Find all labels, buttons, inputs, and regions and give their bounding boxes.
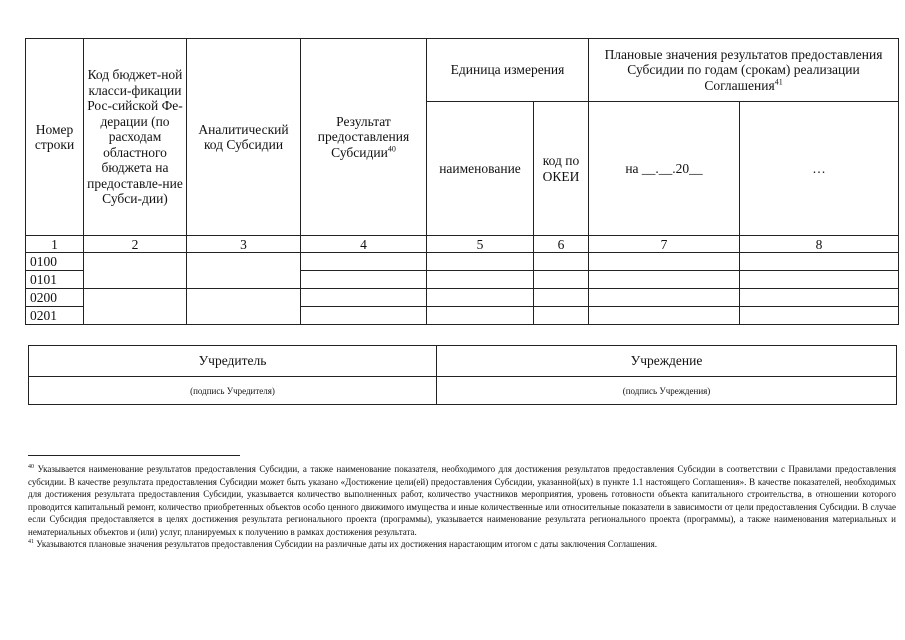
footnote-mark-41: 41 <box>28 539 34 545</box>
date-value-cell[interactable] <box>589 253 740 271</box>
unit-okei-cell[interactable] <box>534 253 589 271</box>
footnote-40 <box>28 463 896 538</box>
row-code: 0101 <box>26 271 84 289</box>
column-number: 1 <box>26 236 84 253</box>
founder-signature-field[interactable]: (подпись Учредителя) <box>29 377 437 405</box>
column-number: 3 <box>187 236 301 253</box>
header-analytic-code: Аналитический код Субсидии <box>187 39 301 236</box>
unit-okei-cell[interactable] <box>534 271 589 289</box>
unit-okei-cell[interactable] <box>534 289 589 307</box>
ellipsis-value-cell[interactable] <box>740 307 899 325</box>
row-code: 0200 <box>26 289 84 307</box>
header-budget-code: Код бюджет-ной класси-фикации Рос-сийской Фе-дерации (по расходам областного бюджета на предоставле-ние Субси-дии) <box>84 39 187 236</box>
result-cell[interactable] <box>301 253 427 271</box>
ellipsis-value-cell[interactable] <box>740 289 899 307</box>
header-ellipsis-column: … <box>740 102 899 236</box>
unit-name-cell[interactable] <box>427 271 534 289</box>
header-unit: Единица измерения <box>427 39 589 102</box>
footnote-40-text: Указывается наименование результатов предоставления Субсидии, а также наименование показателя, необходимого для достижения результатов предоставления Субсидии в соответствии с Правилами предоставления субсидии. В качестве результата предоставления Субсидии может быть указано «Достижение цели(ей) предоставления Субсидии, указанной(ых) в пункте 1.1 настоящего Соглашения». В качестве показателей, необходимых для достижения результата предоставления Субсидии, указывается количество выполненных работ, количество участников мероприятия, уровень готовности объекта капитального строительства, в отношении которого проводится капитальный ремонт, количество приобретенных объектов особо ценного движимого имущества и иные количественные или относительные показатели в зависимости от цели предоставления Субсидии. В случае если Субсидия предоставляется в целях достижения результата регионального проекта (программы), указывается наименование результата регионального проекта (программы), а также наименования материальных и нематериальных объектов и (или) услуг, планируемых к получению в рамках достижения результата. <box>28 464 897 537</box>
header-row-number: Номер строки <box>26 39 84 236</box>
institution-label: Учреждение <box>437 346 897 377</box>
unit-name-cell[interactable] <box>427 289 534 307</box>
header-unit-name: наименование <box>427 102 534 236</box>
footnote-41-text: Указываются плановые значения результатов предоставления Субсидии на различные даты их достижения нарастающим итогом с даты заключения Соглашения. <box>36 539 657 549</box>
unit-name-cell[interactable] <box>427 307 534 325</box>
column-number: 5 <box>427 236 534 253</box>
results-table <box>25 38 899 325</box>
analytic-code-cell[interactable] <box>187 253 301 289</box>
result-cell[interactable] <box>301 271 427 289</box>
footnote-divider <box>28 455 240 456</box>
column-number: 8 <box>740 236 899 253</box>
unit-okei-cell[interactable] <box>534 307 589 325</box>
header-unit-okei: код по ОКЕИ <box>534 102 589 236</box>
budget-code-cell[interactable] <box>84 289 187 325</box>
header-result <box>301 39 427 236</box>
table-row <box>26 253 899 271</box>
date-value-cell[interactable] <box>589 271 740 289</box>
header-date-column: на __.__.20__ <box>589 102 740 236</box>
founder-label: Учредитель <box>29 346 437 377</box>
row-code: 0201 <box>26 307 84 325</box>
header-planned-values <box>589 39 899 102</box>
unit-name-cell[interactable] <box>427 253 534 271</box>
row-code: 0100 <box>26 253 84 271</box>
institution-signature-field[interactable]: (подпись Учреждения) <box>437 377 897 405</box>
footnote-ref-41: 41 <box>774 77 783 87</box>
date-value-cell[interactable] <box>589 289 740 307</box>
footnotes <box>28 463 896 551</box>
date-value-cell[interactable] <box>589 307 740 325</box>
footnote-ref-40: 40 <box>387 144 396 154</box>
footnote-41 <box>28 538 896 551</box>
column-number: 2 <box>84 236 187 253</box>
table-row <box>26 289 899 307</box>
column-number: 7 <box>589 236 740 253</box>
ellipsis-value-cell[interactable] <box>740 253 899 271</box>
budget-code-cell[interactable] <box>84 253 187 289</box>
analytic-code-cell[interactable] <box>187 289 301 325</box>
column-number: 6 <box>534 236 589 253</box>
footnote-mark-40: 40 <box>28 464 34 470</box>
result-cell[interactable] <box>301 289 427 307</box>
result-cell[interactable] <box>301 307 427 325</box>
column-number: 4 <box>301 236 427 253</box>
header-result-text: Результат предоставления Субсидии <box>317 113 410 160</box>
ellipsis-value-cell[interactable] <box>740 271 899 289</box>
header-planned-text: Плановые значения результатов предоставления Субсидии по годам (срокам) реализации Соглашения <box>604 46 883 93</box>
signature-table <box>28 345 897 405</box>
